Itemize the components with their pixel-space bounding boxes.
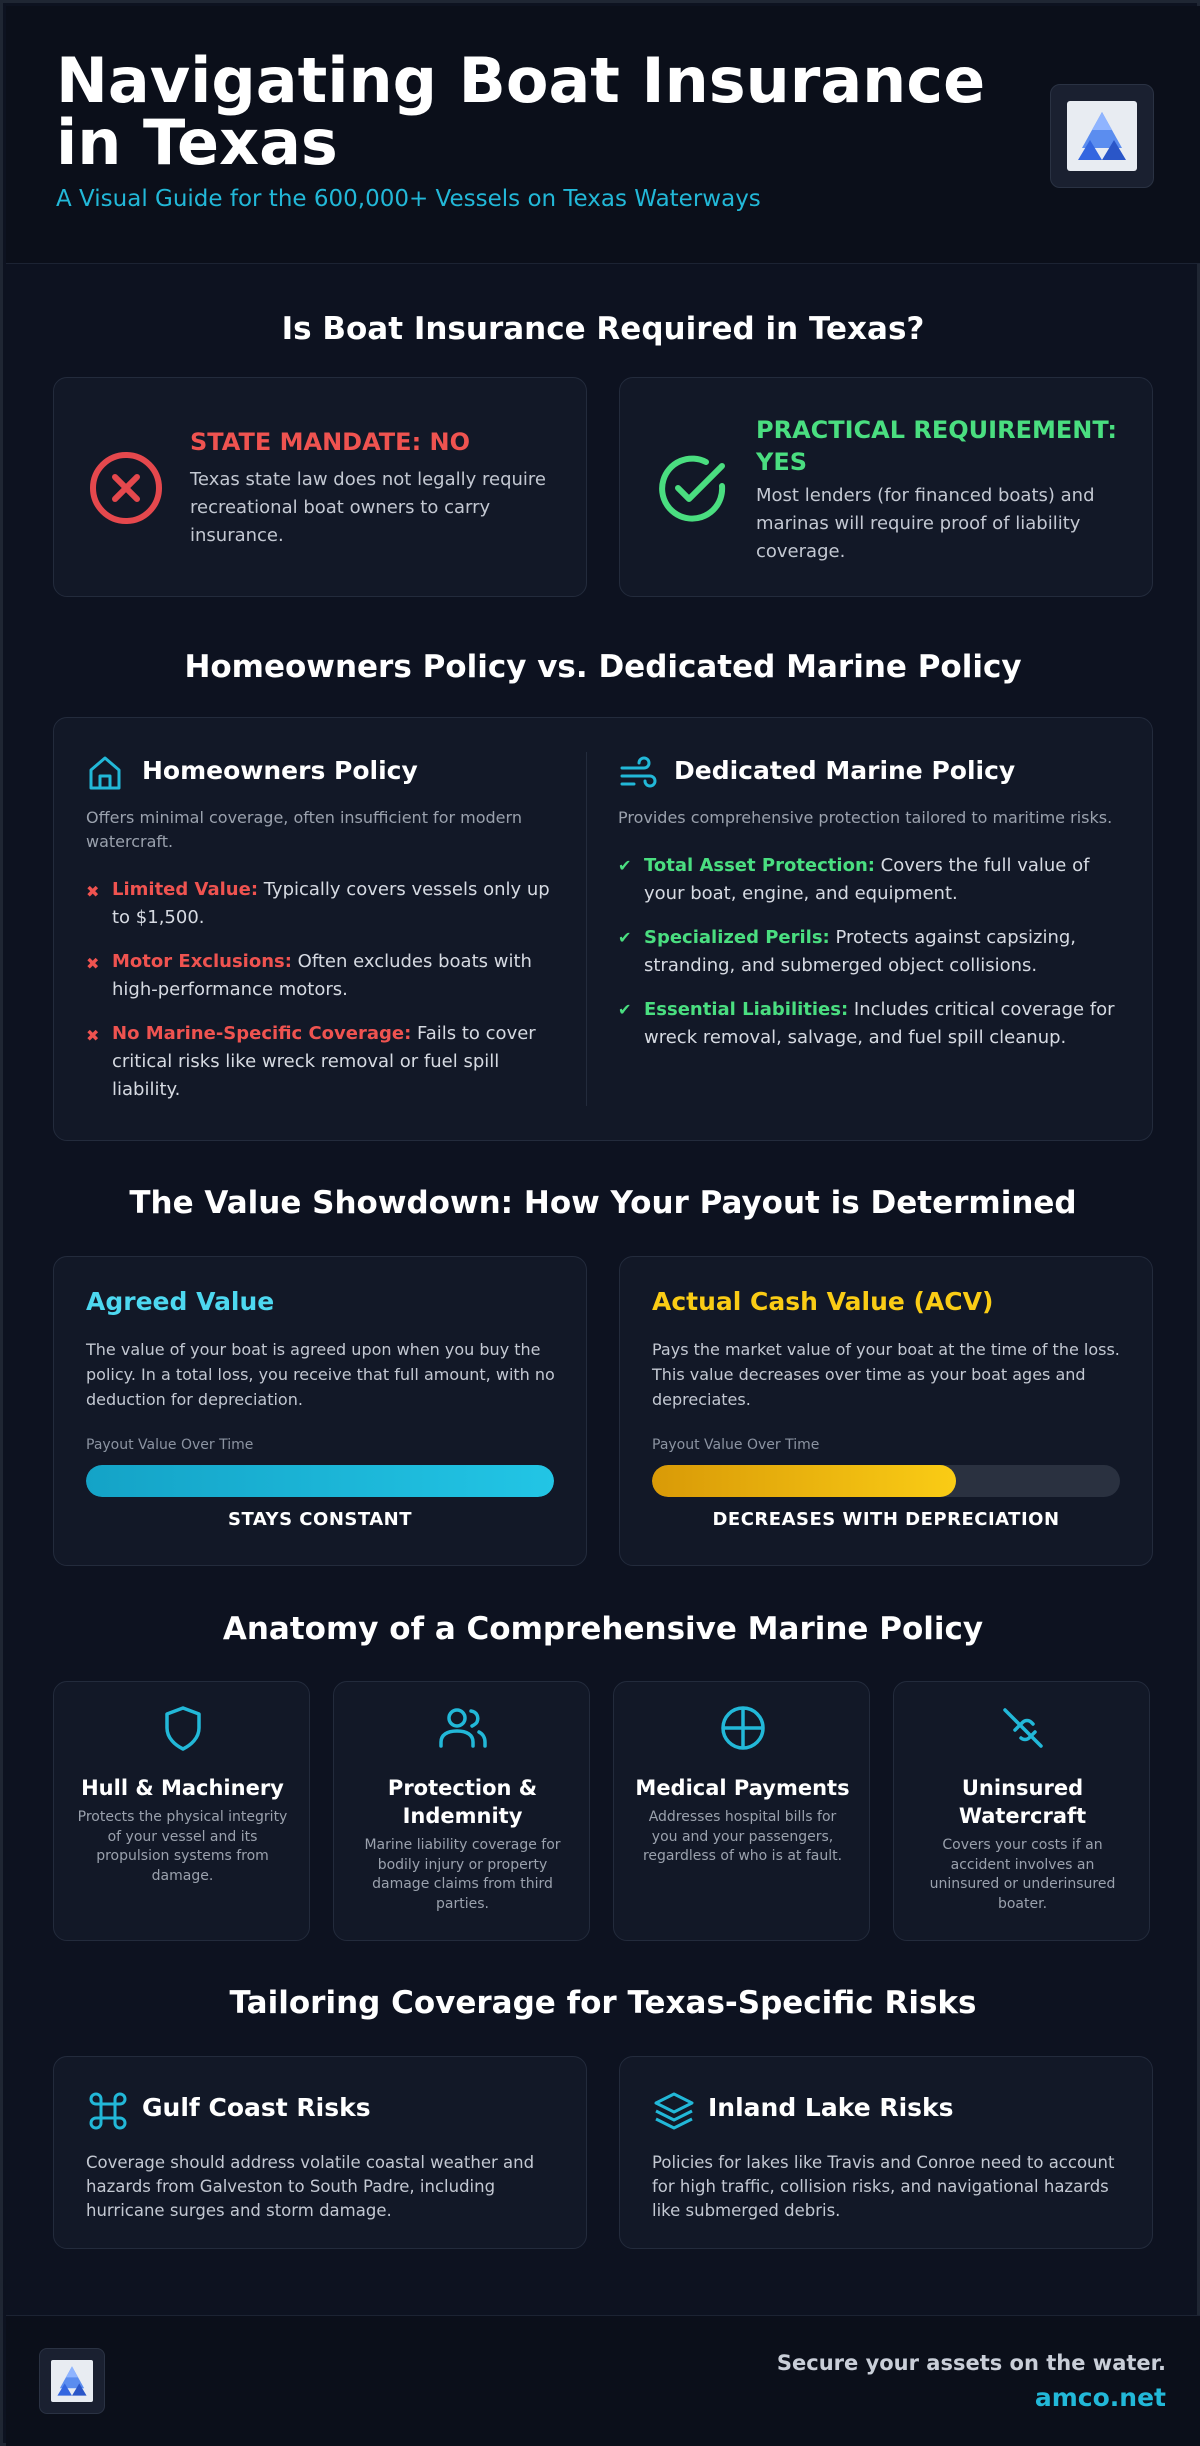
state-mandate-text: Texas state law does not legally require recreational boat owners to carry insurance. (190, 469, 546, 546)
users-icon (437, 1704, 489, 1752)
gulf-coast-text: Coverage should address volatile coastal weather and hazards from Galveston to South Padre, including hurricane surges and storm damage. (86, 2153, 535, 2220)
practical-requirement-heading: PRACTICAL REQUIREMENT: YES (756, 416, 1117, 476)
anatomy-text: Protects the physical integrity of your vessel and its propulsion systems from damage. (77, 1809, 288, 1884)
x-mark-icon: ✖ (86, 882, 100, 901)
x-mark-icon: ✖ (86, 954, 100, 973)
acv-heading: Actual Cash Value (ACV) (652, 1287, 994, 1316)
homeowners-item: Motor Exclusions: Often excludes boats with high-performance motors. (112, 951, 532, 1000)
anatomy-section-title: Anatomy of a Comprehensive Marine Policy (222, 1611, 984, 1647)
anatomy-text: Covers your costs if an accident involves an uninsured or underinsured boater. (929, 1837, 1116, 1912)
marine-item: Essential Liabilities: Includes critical coverage for wreck removal, salvage, and fuel spill cleanup. (644, 999, 1115, 1048)
x-circle-icon (88, 450, 164, 526)
acv-caption: DECREASES WITH DEPRECIATION (712, 1509, 1060, 1530)
acv-card (619, 1256, 1153, 1566)
footer-tagline: Secure your assets on the water. (776, 2351, 1166, 2375)
agreed-value-text: The value of your boat is agreed upon when you buy the policy. In a total loss, you receive that full amount, with no deduction for depreciation. (86, 1340, 555, 1409)
shield-icon (161, 1704, 205, 1752)
comparison-card (53, 717, 1153, 1141)
acv-bar (652, 1465, 1120, 1497)
footer-url-link[interactable]: amco.net (1034, 2383, 1166, 2412)
anatomy-text: Marine liability coverage for bodily injury or property damage claims from third parties. (364, 1837, 561, 1912)
anatomy-card-uninsured (893, 1681, 1150, 1941)
anatomy-text: Addresses hospital bills for you and your passengers, regardless of who is at fault. (642, 1809, 843, 1864)
brand-logo-icon (55, 2365, 89, 2397)
marine-item: Specialized Perils: Protects against capsizing, stranding, and submerged object collisions. (644, 927, 1077, 976)
marine-desc: Provides comprehensive protection tailored to maritime risks. (618, 808, 1113, 827)
marine-item: Total Asset Protection: Covers the full value of your boat, engine, and equipment. (644, 855, 1090, 904)
state-mandate-card (53, 377, 587, 597)
wind-icon (618, 754, 658, 792)
check-mark-icon: ✔ (618, 928, 632, 947)
state-mandate-heading: STATE MANDATE: NO (190, 428, 471, 456)
practical-requirement-text: Most lenders (for financed boats) and marinas will require proof of liability coverage. (756, 485, 1095, 562)
anatomy-heading: Hull & Machinery (81, 1776, 284, 1800)
brand-logo-icon (1074, 110, 1130, 162)
inland-lake-text: Policies for lakes like Travis and Conroe need to account for high traffic, collision risks, and navigational hazards like submerged debris. (652, 2153, 1115, 2220)
unlink-icon (999, 1704, 1047, 1752)
life-buoy-icon (719, 1704, 767, 1752)
x-mark-icon: ✖ (86, 1026, 100, 1045)
homeowners-desc: Offers minimal coverage, often insufficient for modern watercraft. (86, 808, 522, 851)
comparison-divider (586, 752, 587, 1106)
anatomy-card-medical (613, 1681, 870, 1941)
page-subtitle: A Visual Guide for the 600,000+ Vessels on Texas Waterways (56, 186, 761, 212)
homeowners-item: No Marine-Specific Coverage: Fails to cover critical risks like wreck removal or fuel spill liability. (112, 1023, 536, 1100)
acv-text: Pays the market value of your boat at the time of the loss. This value decreases over time as your boat ages and depreciates. (652, 1340, 1120, 1409)
footer-logo (39, 2348, 105, 2414)
page-title: Navigating Boat Insurance in Texas (56, 44, 986, 179)
command-icon (86, 2089, 130, 2133)
inland-lake-card (619, 2056, 1153, 2249)
marine-heading: Dedicated Marine Policy (674, 756, 1016, 785)
brand-logo (1050, 84, 1154, 188)
gulf-coast-heading: Gulf Coast Risks (142, 2093, 371, 2122)
risks-section-title: Tailoring Coverage for Texas-Specific Risks (229, 1985, 977, 2021)
check-mark-icon: ✔ (618, 856, 632, 875)
value-section-title: The Value Showdown: How Your Payout is Determined (129, 1185, 1077, 1221)
house-icon (86, 754, 124, 792)
anatomy-heading: Protection & Indemnity (387, 1776, 538, 1828)
anatomy-card-hull (53, 1681, 310, 1941)
gulf-coast-card (53, 2056, 587, 2249)
anatomy-heading: Medical Payments (635, 1776, 850, 1800)
agreed-value-bar-fill (86, 1465, 554, 1497)
homeowners-item: Limited Value: Typically covers vessels only up to $1,500. (112, 879, 550, 928)
anatomy-card-pi (333, 1681, 590, 1941)
inland-lake-heading: Inland Lake Risks (708, 2093, 954, 2122)
check-circle-icon (654, 450, 730, 526)
homeowners-heading: Homeowners Policy (142, 756, 418, 785)
acv-bar-fill (652, 1465, 956, 1497)
check-mark-icon: ✔ (618, 1000, 632, 1019)
layers-icon (652, 2089, 696, 2133)
required-section-title: Is Boat Insurance Required in Texas? (281, 311, 925, 347)
acv-bar-label: Payout Value Over Time (652, 1437, 820, 1453)
agreed-value-heading: Agreed Value (86, 1287, 275, 1316)
agreed-value-bar-label: Payout Value Over Time (86, 1437, 254, 1453)
practical-requirement-card (619, 377, 1153, 597)
agreed-value-card (53, 1256, 587, 1566)
comparison-section-title: Homeowners Policy vs. Dedicated Marine Policy (184, 649, 1022, 685)
header (6, 6, 1200, 264)
agreed-value-bar (86, 1465, 554, 1497)
agreed-value-caption: STAYS CONSTANT (227, 1509, 412, 1530)
footer (6, 2315, 1200, 2446)
anatomy-heading: Uninsured Watercraft (958, 1776, 1087, 1828)
